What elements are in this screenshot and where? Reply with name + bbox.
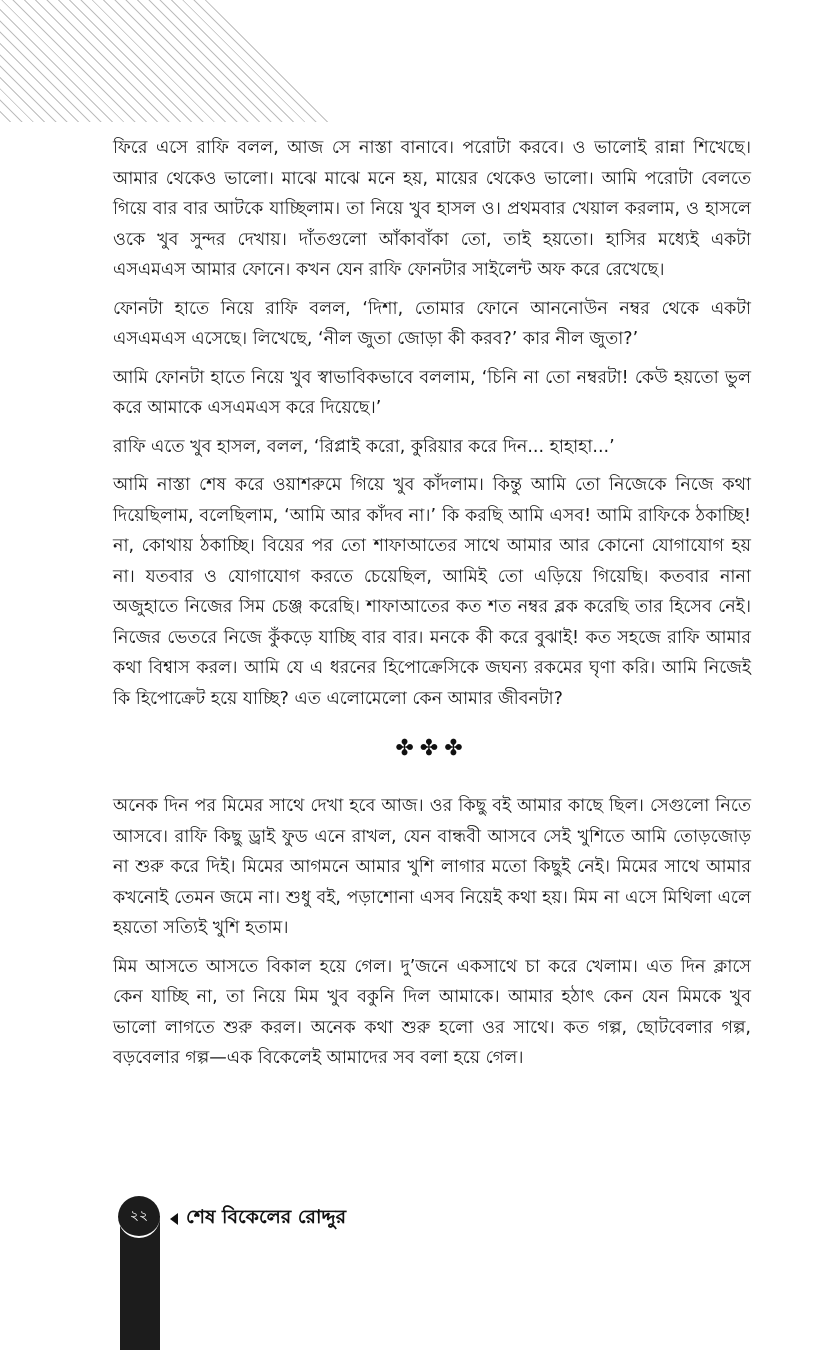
page-number: ২২ [129, 1208, 149, 1224]
decorative-hatch-pattern [0, 0, 330, 122]
left-triangle-icon [170, 1213, 178, 1225]
page-number-badge [118, 1196, 160, 1238]
paragraph: রাফি এতে খুব হাসল, বলল, ‘রিপ্লাই করো, কুরিয়ার করে দিন... হাহাহা...’ [113, 436, 615, 457]
running-footer [170, 1203, 346, 1235]
paragraph: ফিরে এসে রাফি বলল, আজ সে নাস্তা বানাবে। পরোটা করবে। ও ভালোই রান্না শিখেছে। আমার থেকেও ভালো। মাঝে মাঝে মনে হয়, মায়ের থেকেও ভালো। আমি পরোটা বেলতে গিয়ে বার বার আটকে যাচ্ছিলাম। তা নিয়ে খুব হাসল ও। প্রথমবার খেয়াল করলাম, ও হাসলে ওকে খুব সুন্দর দেখায়। দাঁতগুলো আঁকাবাঁকা তো, তাই হয়তো। হাসির মধ্যেই একটা এসএমএস আমার ফোনে। কখন যেন রাফি ফোনটার সাইলেন্ট অফ করে রেখেছে। [113, 138, 751, 280]
paragraph: আমি নাস্তা শেষ করে ওয়াশরুমে গিয়ে খুব কাঁদলাম। কিন্তু আমি তো নিজেকে নিজে কথা দিয়েছিলাম, বলেছিলাম, ‘আমি আর কাঁদব না।’ কি করছি আমি এসব! আমি রাফিকে ঠকাচ্ছি! না, কোথায় ঠকাচ্ছি। বিয়ের পর তো শাফাআতের সাথে আমার আর কোনো যোগাযোগ হয় না। যতবার ও যোগাযোগ করতে চেয়েছিল, আমিই তো এড়িয়ে গিয়েছি। কতবার নানা অজুহাতে নিজের সিম চেঞ্জ করেছি। শাফাআতের কত শত নম্বর ব্লক করেছি তার হিসেব নেই। নিজের ভেতরে নিজে কুঁকড়ে যাচ্ছি বার বার। মনকে কী করে বুঝাই! কত সহজে রাফি আমার কথা বিশ্বাস করল। আমি যে এ ধরনের হিপোক্রেসিকে জঘন্য রকমের ঘৃণা করি। আমি নিজেই কি হিপোক্রেট হয়ে যাচ্ছি? এত এলোমেলো কেন আমার জীবনটা? [113, 475, 751, 709]
book-title: শেষ বিকেলের রোদ্দুর [186, 1206, 347, 1228]
paragraph: আমি ফোনটা হাতে নিয়ে খুব স্বাভাবিকভাবে বললাম, ‘চিনি না তো নম্বরটা! কেউ হয়তো ভুল করে আমাকে এসএমএস করে দিয়েছে।’ [113, 367, 751, 418]
paragraph: অনেক দিন পর মিমের সাথে দেখা হবে আজ। ওর কিছু বই আমার কাছে ছিল। সেগুলো নিতে আসবে। রাফি কিছু ড্রাই ফুড এনে রাখল, যেন বান্ধবী আসবে সেই খুশিতে আমি তোড়জোড় না শুরু করে দিই। মিমের আগমনে আমার খুশি লাগার মতো কিছুই নেই। মিমের সাথে আমার কখনোই তেমন জমে না। শুধু বই, পড়াশোনা এসব নিয়েই কথা হয়। মিম না এসে মিথিলা এলে হয়তো সত্যিই খুশি হতাম। [113, 796, 751, 938]
body-text [113, 133, 751, 1074]
paragraph: ফোনটা হাতে নিয়ে রাফি বলল, ‘দিশা, তোমার ফোনে আননোউন নম্বর থেকে একটা এসএমএস এসেছে। লিখেছে, ‘নীল জুতা জোড়া কী করব?’ কার নীল জুতা?’ [113, 298, 751, 349]
paragraph: মিম আসতে আসতে বিকাল হয়ে গেল। দু’জনে একসাথে চা করে খেলাম। এত দিন ক্লাসে কেন যাচ্ছি না, তা নিয়ে মিম খুব বকুনি দিল আমাকে। আমার হঠাৎ কেন যেন মিমকে খুব ভালো লাগতে শুরু করল। অনেক কথা শুরু হলো ওর সাথে। কত গল্প, ছোটবেলার গল্প, বড়বেলার গল্প—এক বিকেলেই আমাদের সব বলা হয়ে গেল। [113, 956, 751, 1068]
section-divider: ✤✤✤ [395, 736, 469, 761]
